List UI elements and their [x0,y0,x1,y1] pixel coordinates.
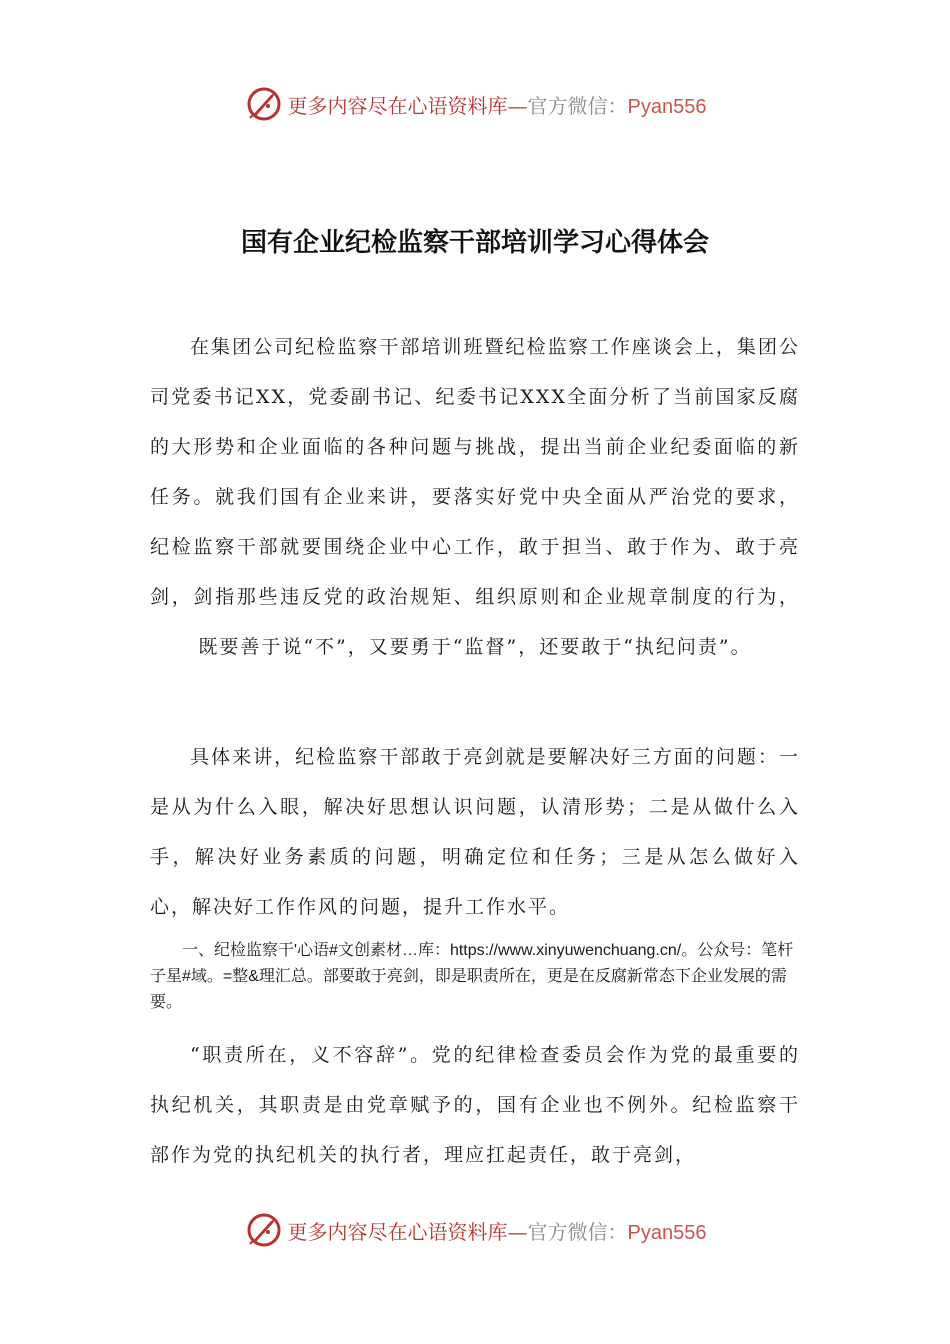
watermark-wechat-id: Pyan556 [627,1221,707,1244]
paragraph-1: 在集团公司纪检监察干部培训班暨纪检监察工作座谈会上，集团公司党委书记XX，党委副书记、纪委书记XXX全面分析了当前国家反腐的大形势和企业面临的各种问题与挑战，提出当前企业纪委面临的新任务。就我们国有企业来讲，要落实好党中央全面从严治党的要求，纪检监察干部就要围绕企业中心工作，敢于担当、敢于作为、敢于亮剑，剑指那些违反党的政治规矩、组织原则和企业规章制度的行为，既要善于说“不”，又要勇于“监督”，还要敢于“执纪问责”。 [150,336,800,658]
watermark-text [288,1216,707,1245]
watermark-wechat-label: 官方微信： [527,93,628,118]
footer-watermark [0,1206,950,1254]
header-watermark [0,80,950,128]
paragraph-4: “职责所在，义不容辞”。党的纪律检查委员会作为党的最重要的执纪机关，其职责是由党章赋予的，国有企业也不例外。纪检监察干部作为党的执纪机关的执行者，理应扛起责任，敢于亮剑， [150,1044,800,1166]
watermark-main-text: 更多内容尽在心语资料库— [287,93,528,118]
paragraph-2: 具体来讲，纪检监察干部敢于亮剑就是要解决好三方面的问题：一是从为什么入眼，解决好思想认识问题，认清形势；二是从做什么入手，解决好业务素质的问题，明确定位和任务；三是从怎么做好入心，解决好工作作风的问题，提升工作水平。 [150,746,800,918]
watermark-main-text: 更多内容尽在心语资料库— [287,1219,528,1244]
brush-pen-logo-icon [244,1210,284,1250]
watermark-wechat-id: Pyan556 [627,95,707,118]
watermark-wechat-label: 官方微信： [527,1219,628,1244]
watermark-text [288,90,707,119]
paragraph-3: 一、纪检监察干'心语#文创素材…库：https://www.xinyuwenchuang.cn/。公众号：笔杆子星#域。=整&理汇总。部要敢于亮剑，即是职责所在，更是在反腐新常态下企业发展的需要。 [150,942,794,1011]
brush-pen-logo-icon [244,84,284,124]
document-title: 国有企业纪检监察干部培训学习心得体会 [240,228,709,258]
